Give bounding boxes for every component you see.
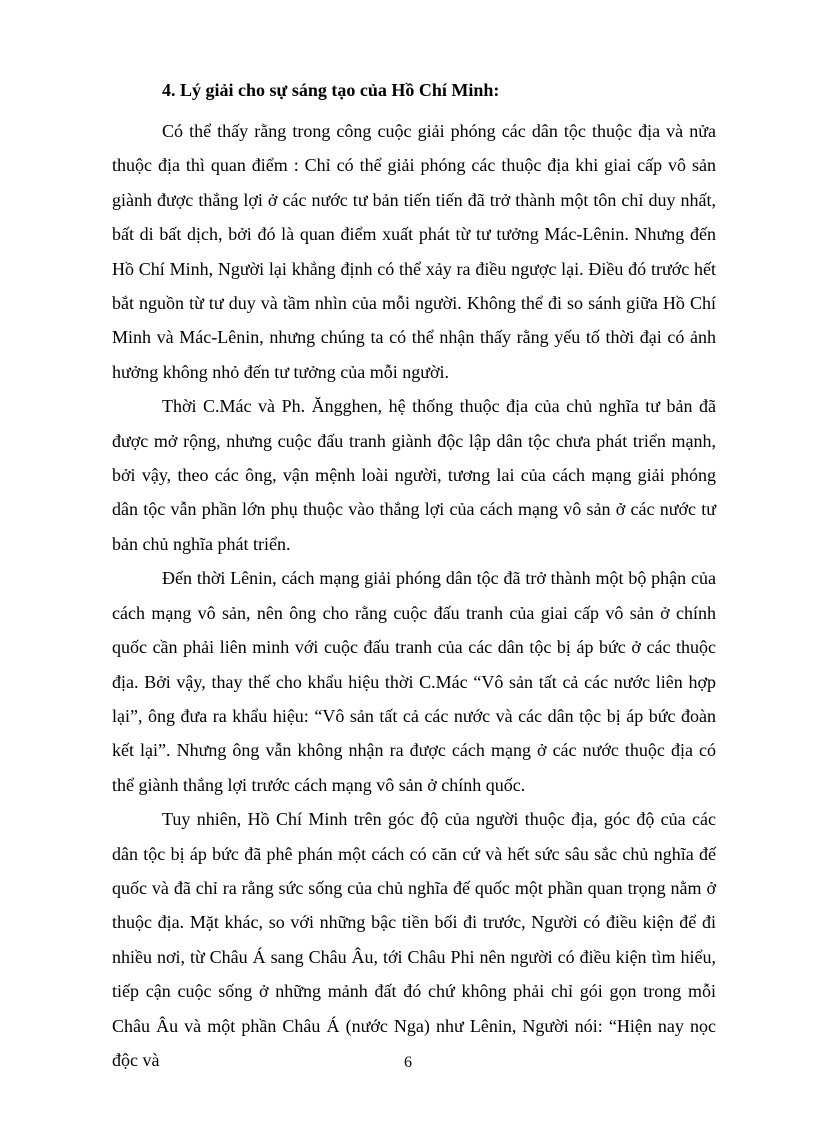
paragraph-1: Có thể thấy rằng trong công cuộc giải phóng các dân tộc thuộc địa và nửa thuộc địa thì quan điểm : Chỉ có thể giải phóng các thuộc địa khi giai cấp vô sản giành được thắng lợi ở các nước tư bản tiến tiến đã trở thành một tôn chỉ duy nhất, bất di bất dịch, bởi đó là quan điểm xuất phát từ tư tưởng Mác-Lênin. Nhưng đến Hồ Chí Minh, Người lại khẳng định có thể xảy ra điều ngược lại. Điều đó trước hết bắt nguồn từ tư duy và tầm nhìn của mỗi người. Không thể đi so sánh giữa Hồ Chí Minh và Mác-Lênin, nhưng chúng ta có thể nhận thấy rằng yếu tố thời đại có ảnh hưởng không nhỏ đến tư tưởng của mỗi người. <box>112 121 716 382</box>
body-text <box>112 114 716 1077</box>
paragraph-3: Đến thời Lênin, cách mạng giải phóng dân tộc đã trở thành một bộ phận của cách mạng vô sản, nên ông cho rằng cuộc đấu tranh của giai cấp vô sản ở chính quốc cần phải liên minh với cuộc đấu tranh của các dân tộc bị áp bức ở các thuộc địa. Bởi vậy, thay thế cho khẩu hiệu thời C.Mác “Vô sản tất cả các nước liên hợp lại”, ông đưa ra khẩu hiệu: “Vô sản tất cả các nước và các dân tộc bị áp bức đoàn kết lại”. Nhưng ông vẫn không nhận ra được cách mạng ở các nước thuộc địa có thể giành thắng lợi trước cách mạng vô sản ở chính quốc. <box>112 568 716 795</box>
page-number: 6 <box>404 1054 412 1071</box>
paragraph-2: Thời C.Mác và Ph. Ăngghen, hệ thống thuộc địa của chủ nghĩa tư bản đã được mở rộng, nhưng cuộc đấu tranh giành độc lập dân tộc chưa phát triển mạnh, bởi vậy, theo các ông, vận mệnh loài người, tương lai của cách mạng giải phóng dân tộc vẫn phần lớn phụ thuộc vào thắng lợi của cách mạng vô sản ở các nước tư bản chủ nghĩa phát triển. <box>112 396 716 554</box>
paragraph-4: Tuy nhiên, Hồ Chí Minh trên góc độ của người thuộc địa, góc độ của các dân tộc bị áp bức đã phê phán một cách có căn cứ và hết sức sâu sắc chủ nghĩa đế quốc và đã chỉ ra rằng sức sống của chủ nghĩa đế quốc một phần quan trọng nằm ở thuộc địa. Mặt khác, so với những bậc tiền bối đi trước, Người có điều kiện để đi nhiều nơi, từ Châu Á sang Châu Âu, tới Châu Phi nên người có điều kiện tìm hiểu, tiếp cận cuộc sống ở những mảnh đất đó chứ không phải chỉ gói gọn trong mỗi Châu Âu và một phần Châu Á (nước Nga) như Lênin, Người nói: “Hiện nay nọc độc và <box>112 809 716 1070</box>
section-heading: 4. Lý giải cho sự sáng tạo của Hồ Chí Minh: <box>162 80 500 100</box>
